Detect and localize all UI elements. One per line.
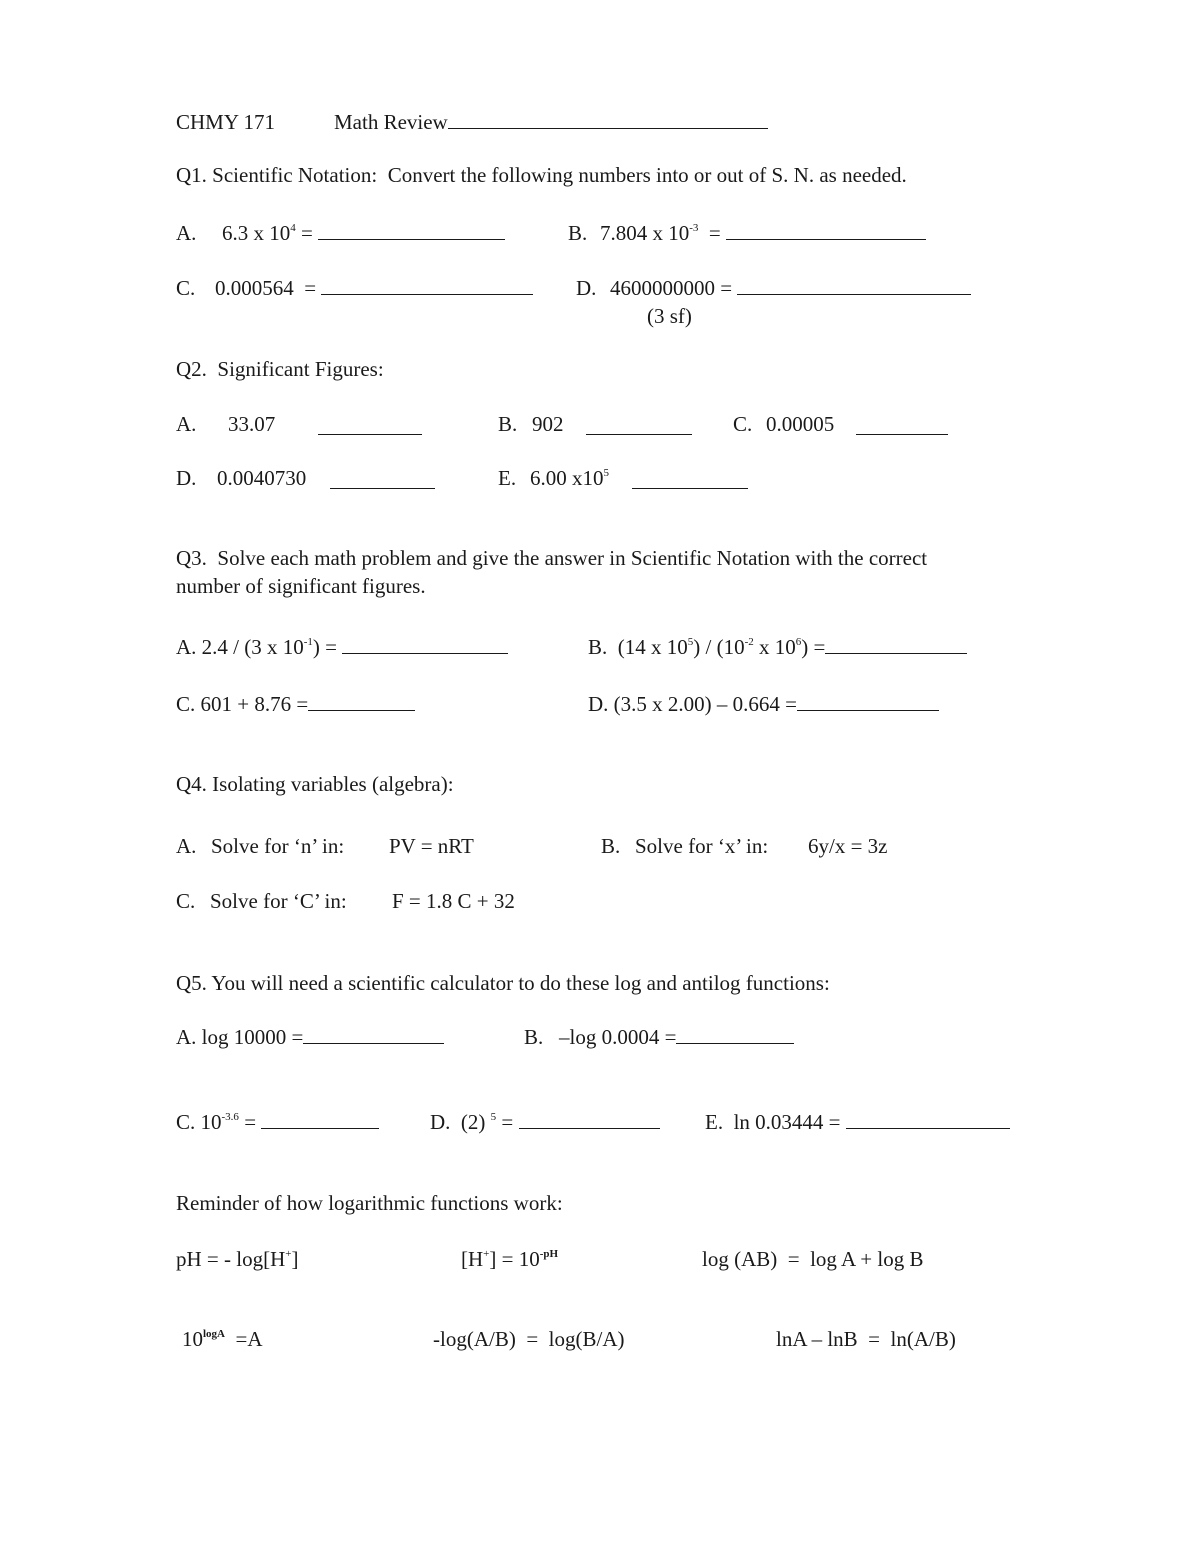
q2-d-label: D. — [176, 466, 197, 490]
formula-ln-quotient: lnA – lnB = ln(A/B) — [776, 1327, 956, 1351]
q3-b-exp3: 6 — [795, 636, 802, 648]
q3-b-exp1: 5 — [687, 636, 694, 648]
q3-heading-line1: Q3. Solve each math problem and give the answer in Scientific Notation with the correct — [176, 546, 928, 570]
q4-heading: Q4. Isolating variables (algebra): — [176, 772, 454, 796]
q5-a — [176, 1025, 444, 1049]
q1-a-expr — [222, 221, 505, 245]
formula-antilog-sup: logA — [203, 1328, 225, 1340]
q4-b-equation: 6y/x = 3z — [808, 834, 888, 858]
q3-a — [176, 635, 508, 659]
q3-a-label: A. — [176, 635, 197, 659]
q2-a-label: A. — [176, 412, 197, 436]
q1-c-expr — [215, 276, 533, 300]
q5-d-base: (2) — [460, 1110, 486, 1134]
q4-c-equation: F = 1.8 C + 32 — [392, 889, 515, 913]
formula-log-product: log (AB) = log A + log B — [702, 1247, 924, 1271]
q1-d-note: (3 sf) — [647, 304, 692, 328]
q2-d-value: 0.0040730 — [217, 466, 307, 490]
q1-d-expr — [610, 276, 971, 300]
q1-a-label: A. — [176, 221, 197, 245]
q5-a-answer-blank[interactable] — [303, 1025, 444, 1044]
formula-ph-sup: + — [285, 1248, 292, 1260]
q2-e-base: 6.00 x10 — [530, 466, 604, 490]
q2-b-value: 902 — [532, 412, 564, 436]
formula-h-mid: ] = 10 — [489, 1247, 540, 1271]
formula-h-sup: + — [483, 1248, 490, 1260]
q1-c-answer-blank[interactable] — [321, 276, 533, 295]
q5-e-answer-blank[interactable] — [846, 1110, 1010, 1129]
q5-b — [524, 1025, 794, 1049]
q4-b-prompt: Solve for ‘x’ in: — [635, 834, 769, 858]
q2-c-value: 0.00005 — [766, 412, 835, 436]
q2-e-exp: 5 — [603, 467, 609, 479]
q1-c-eq: = — [304, 276, 317, 300]
q5-d-answer-blank[interactable] — [519, 1110, 660, 1129]
q1-a-answer-blank[interactable] — [318, 221, 505, 240]
q5-heading: Q5. You will need a scientific calculator to do these log and antilog functions: — [176, 971, 830, 995]
q1-c-label: C. — [176, 276, 196, 300]
q3-b-label: B. — [588, 635, 608, 659]
q3-b-pre: (14 x 10 — [617, 635, 688, 659]
q1-d-eq: = — [720, 276, 733, 300]
header-title-text: Math Review — [334, 110, 448, 134]
q5-c-exp: -3.6 — [221, 1111, 239, 1123]
q3-b-answer-blank[interactable] — [825, 635, 967, 654]
q3-b-mid2: x 10 — [753, 635, 796, 659]
q5-c-post: = — [238, 1110, 257, 1134]
formula-antilog-post: =A — [225, 1327, 263, 1351]
q1-heading: Q1. Scientific Notation: Convert the following numbers into or out of S. N. as needed. — [176, 163, 907, 187]
formula-h-pre: [H — [461, 1247, 484, 1271]
q1-b-label: B. — [568, 221, 588, 245]
q5-b-label: B. — [524, 1025, 544, 1049]
q1-a-base: 6.3 x 10 — [222, 221, 291, 245]
q1-b-exp: -3 — [689, 222, 699, 234]
q2-e-value — [530, 466, 609, 490]
q4-a-label: A. — [176, 834, 197, 858]
q4-b-label: B. — [601, 834, 621, 858]
q3-c-label: C. — [176, 692, 196, 716]
q3-c — [176, 692, 415, 716]
q3-a-post: ) = — [312, 635, 338, 659]
q3-a-exp: -1 — [303, 636, 313, 648]
q1-b-eq: = — [708, 221, 721, 245]
q5-d-label: D. — [430, 1110, 451, 1134]
q2-e-answer-blank[interactable] — [632, 470, 748, 489]
formula-antilog — [182, 1327, 263, 1351]
q5-d — [430, 1110, 660, 1134]
q3-a-answer-blank[interactable] — [342, 635, 508, 654]
q2-heading: Q2. Significant Figures: — [176, 357, 384, 381]
q5-e-label: E. — [705, 1110, 724, 1134]
q5-e — [705, 1110, 1010, 1134]
q5-a-label: A. — [176, 1025, 197, 1049]
q2-e-label: E. — [498, 466, 517, 490]
q3-c-expr: 601 + 8.76 = — [200, 692, 309, 716]
q5-d-exp: 5 — [490, 1111, 497, 1123]
q5-b-answer-blank[interactable] — [676, 1025, 794, 1044]
q1-b-expr — [600, 221, 926, 245]
formula-ph — [176, 1247, 298, 1271]
q5-c-label: C. — [176, 1110, 196, 1134]
formula-h-sup2: -pH — [539, 1248, 559, 1260]
q3-d-answer-blank[interactable] — [797, 692, 939, 711]
q1-c-value: 0.000564 — [215, 276, 294, 300]
q2-a-answer-blank[interactable] — [318, 416, 422, 435]
formula-antilog-base: 10 — [182, 1327, 203, 1351]
q1-d-value: 4600000000 — [610, 276, 715, 300]
q4-c-prompt: Solve for ‘C’ in: — [210, 889, 347, 913]
q5-c — [176, 1110, 379, 1134]
q2-b-label: B. — [498, 412, 518, 436]
q5-a-expr: log 10000 = — [201, 1025, 304, 1049]
q2-c-answer-blank[interactable] — [856, 416, 948, 435]
q3-b-exp2: -2 — [744, 636, 754, 648]
q2-d-answer-blank[interactable] — [330, 470, 435, 489]
q3-d-label: D. — [588, 692, 609, 716]
q3-heading-line2: number of significant figures. — [176, 574, 426, 598]
q1-b-base: 7.804 x 10 — [600, 221, 690, 245]
q4-a-prompt: Solve for ‘n’ in: — [211, 834, 345, 858]
formula-h-conc — [461, 1247, 558, 1271]
reminder-heading: Reminder of how logarithmic functions work: — [176, 1191, 563, 1215]
q5-e-expr: ln 0.03444 = — [733, 1110, 841, 1134]
q1-d-answer-blank[interactable] — [737, 276, 971, 295]
q5-c-base: 10 — [200, 1110, 222, 1134]
header-course: CHMY 171 — [176, 110, 275, 134]
name-blank[interactable] — [448, 110, 768, 129]
formula-ph-post: ] — [291, 1247, 299, 1271]
q1-d-label: D. — [576, 276, 597, 300]
q4-a-equation: PV = nRT — [389, 834, 474, 858]
q3-d-expr: (3.5 x 2.00) – 0.664 = — [613, 692, 798, 716]
q5-b-expr: –log 0.0004 = — [559, 1025, 677, 1049]
q2-c-label: C. — [733, 412, 753, 436]
q2-b-answer-blank[interactable] — [586, 416, 692, 435]
q1-a-eq: = — [301, 221, 313, 245]
q2-a-value: 33.07 — [228, 412, 276, 436]
formula-log-quotient: -log(A/B) = log(B/A) — [433, 1327, 625, 1351]
q3-c-answer-blank[interactable] — [308, 692, 415, 711]
q1-b-answer-blank[interactable] — [726, 221, 926, 240]
q5-c-answer-blank[interactable] — [261, 1110, 379, 1129]
q1-a-exp: 4 — [290, 222, 296, 234]
q3-b — [588, 635, 967, 659]
q3-b-mid: ) / (10 — [693, 635, 745, 659]
q5-d-post: = — [496, 1110, 514, 1134]
q3-b-post: ) = — [801, 635, 826, 659]
q3-a-pre: 2.4 / (3 x 10 — [201, 635, 304, 659]
formula-ph-pre: pH = - log[H — [176, 1247, 286, 1271]
header-title — [334, 110, 768, 134]
q3-d — [588, 692, 939, 716]
q4-c-label: C. — [176, 889, 196, 913]
